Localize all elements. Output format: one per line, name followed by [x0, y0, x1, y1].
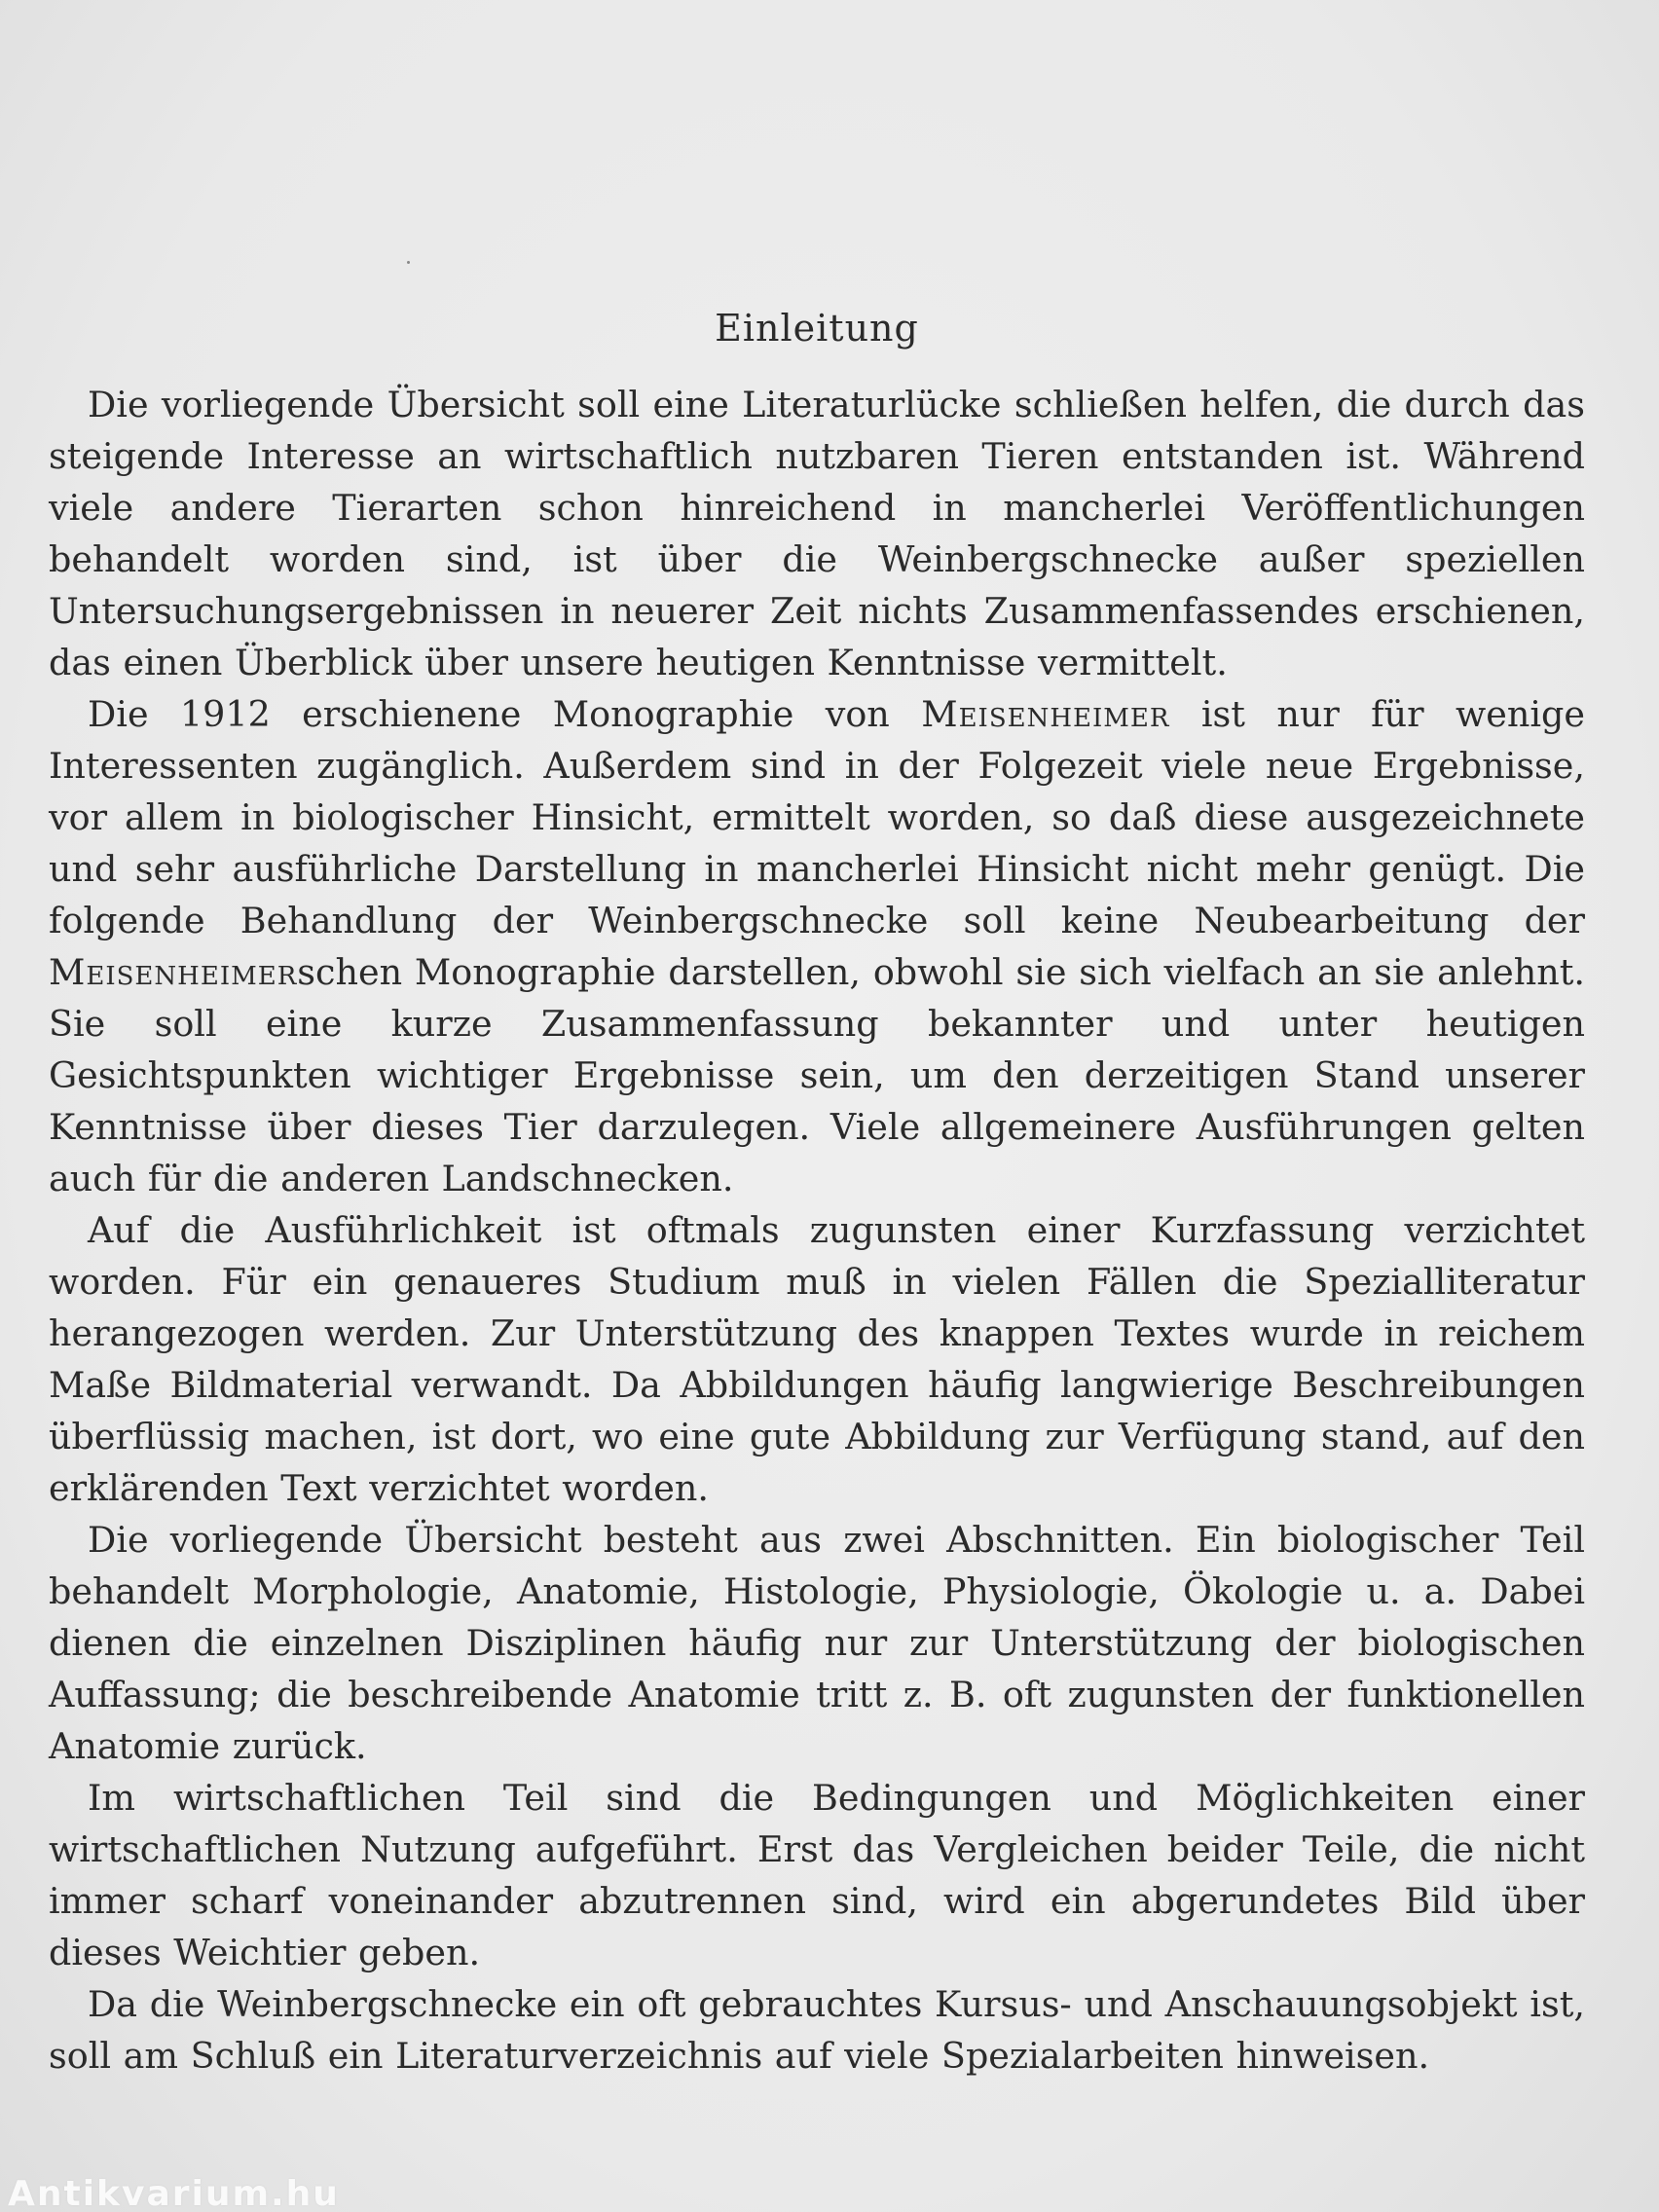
paragraph-5: Im wirtschaftlichen Teil sind die Bedingungen und Möglichkeiten einer wirtschaftlichen Nutzung aufgeführt. Erst das Vergleichen beider Teile, die nicht immer scharf voneinander abzutrennen sind, wird ein abgerundetes Bild über dieses Weichtier geben. — [49, 1777, 1585, 1973]
paragraph-2-part-a: Die 1912 erschienene Monographie von — [88, 693, 922, 735]
text-block — [49, 307, 1585, 2082]
paragraph-2-part-c: schen Monographie darstellen, obwohl sie sich vielfach an sie anlehnt. Sie soll eine kurze Zusammenfassung bekannter und unter heutigen Gesichtspunkten wichtiger Ergebnisse sein, um den derzeitigen Stand unserer Kenntnisse über dieses Tier darzulegen. Viele allgemeinere Ausführungen gelten auch für die anderen Landschnecken. — [49, 951, 1585, 1199]
paper-speck — [407, 261, 410, 264]
paragraph-2-part-b: ist nur für wenige Interessenten zugänglich. Außerdem sind in der Folgezeit viele neue Ergebnisse, vor allem in biologischer Hinsicht, ermittelt worden, so daß diese ausgezeichnete und sehr ausführliche Darstellung in mancherlei Hinsicht nicht mehr genügt. Die folgende Behandlung der Weinbergschnecke soll keine Neubearbeitung der — [49, 693, 1585, 941]
page-heading: Einleitung — [715, 307, 919, 350]
paragraph-6: Da die Weinbergschnecke ein oft gebrauchtes Kursus- und Anschauungsobjekt ist, soll am Schluß ein Literaturverzeichnis auf viele Spezialarbeiten hinweisen. — [49, 1983, 1585, 2077]
paragraph-4: Die vorliegende Übersicht besteht aus zwei Abschnitten. Ein biologischer Teil behandelt Morphologie, Anatomie, Histologie, Physiologie, Ökologie u. a. Dabei dienen die einzelnen Disziplinen häufig nur zur Unterstützung der biologischen Auffassung; die beschreibende Anatomie tritt z. B. oft zugunsten der funktionellen Anatomie zurück. — [49, 1519, 1585, 1767]
paragraph-1: Die vorliegende Übersicht soll eine Literaturlücke schließen helfen, die durch das steigende Interesse an wirtschaftlich nutzbaren Tieren entstanden ist. Während viele andere Tierarten schon hinreichend in mancherlei Veröffentlichungen behandelt worden sind, ist über die Weinbergschnecke außer speziellen Untersuchungsergebnissen in neuerer Zeit nichts Zusammenfassendes erschienen, das einen Überblick über unsere heutigen Kenntnisse vermittelt. — [49, 384, 1585, 683]
paragraph-3: Auf die Ausführlichkeit ist oftmals zugunsten einer Kurzfassung verzichtet worden. Für ein genaueres Studium muß in vielen Fällen die Spezialliteratur herangezogen werden. Zur Unterstützung des knappen Textes wurde in reichem Maße Bildmaterial verwandt. Da Abbildungen häufig langwierige Beschreibungen überflüssig machen, ist dort, wo eine gute Abbildung zur Verfügung stand, auf den erklärenden Text verzichtet worden. — [49, 1209, 1585, 1509]
author-name-meisenheimer-2: Meisenheimer — [49, 951, 298, 993]
paragraph-2 — [49, 688, 1585, 1204]
watermark: Antikvarium.hu — [8, 2177, 340, 2212]
author-name-meisenheimer: Meisenheimer — [921, 693, 1170, 735]
